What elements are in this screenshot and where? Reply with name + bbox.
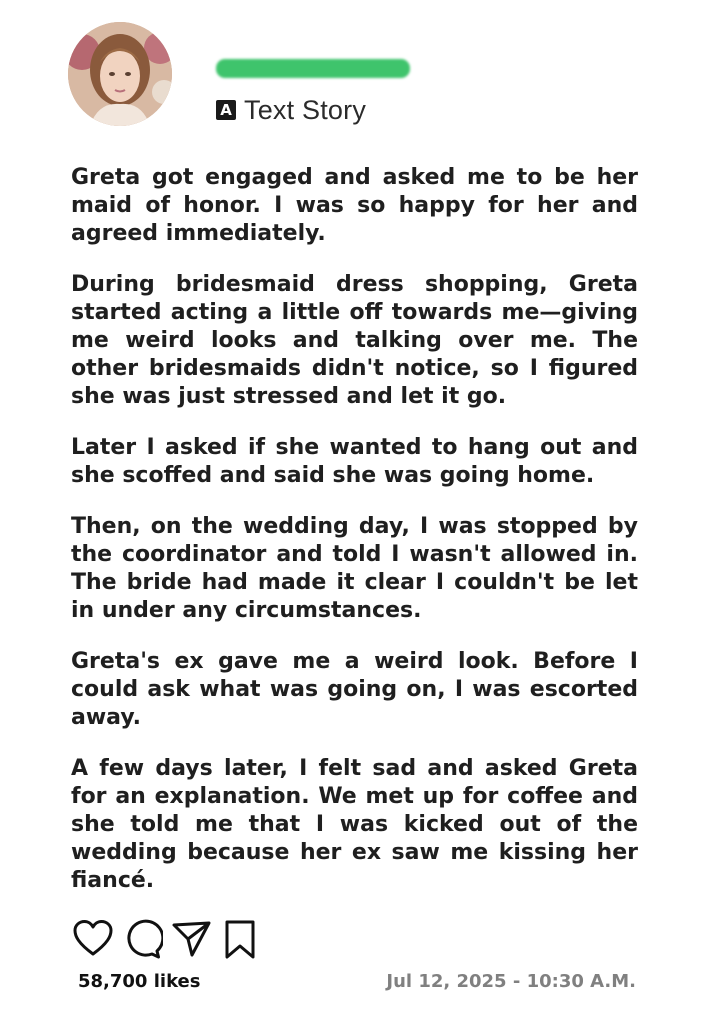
avatar-photo (68, 22, 172, 126)
story-paragraph: Greta's ex gave me a weird look. Before I could ask what was going on, I was escorted away. (71, 649, 638, 730)
comment-icon[interactable] (121, 918, 163, 960)
text-story-icon: A (216, 100, 236, 120)
story-paragraph: Then, on the wedding day, I was stopped by the coordinator and told I wasn't allowed in. The bride had made it clear I couldn't be let in under any circumstances. (71, 514, 638, 623)
action-bar (72, 918, 268, 960)
post-timestamp: Jul 12, 2025 - 10:30 A.M. (386, 971, 636, 992)
post-header (0, 0, 704, 150)
story-type-label: Text Story (244, 94, 367, 125)
story-paragraph: Later I asked if she wanted to hang out and she scoffed and said she was going home. (71, 435, 638, 488)
heart-icon[interactable] (72, 918, 114, 960)
bookmark-icon[interactable] (219, 918, 261, 960)
story-paragraph: A few days later, I felt sad and asked Greta for an explanation. We met up for coffee and she told me that I was kicked out of the wedding because her ex saw me kissing her fiancé. (71, 756, 638, 893)
story-paragraph: Greta got engaged and asked me to be her maid of honor. I was so happy for her and agreed immediately. (71, 165, 638, 246)
avatar[interactable] (68, 22, 172, 126)
username-redacted (216, 59, 410, 78)
likes-count[interactable]: 58,700 likes (78, 971, 201, 992)
story-paragraph: During bridesmaid dress shopping, Greta started acting a little off towards me—giving me weird looks and talking over me. The other bridesmaids didn't notice, so I figured she was just stressed and let it go. (71, 272, 638, 409)
story-type (216, 96, 366, 124)
story-body (71, 164, 638, 918)
share-icon[interactable] (170, 918, 212, 960)
